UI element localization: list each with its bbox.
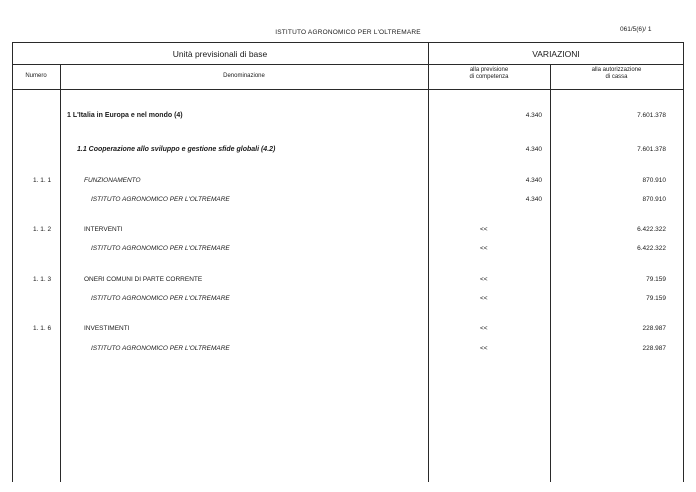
row-denominazione: 1.1 Cooperazione allo sviluppo e gestione sfide globali (4.2)	[77, 146, 276, 153]
row-competenza: <<	[480, 325, 488, 332]
row-denominazione: INVESTIMENTI	[84, 325, 130, 332]
row-competenza: 4.340	[525, 112, 542, 119]
row-competenza: 4.340	[525, 196, 542, 203]
column-header-cassa	[550, 67, 683, 81]
row-competenza: <<	[480, 245, 488, 252]
row-cassa: 79.159	[646, 295, 666, 302]
column-header-competenza	[428, 67, 550, 81]
document-code: 061/5(6)/ 1	[620, 26, 652, 33]
row-cassa: 870.910	[642, 196, 666, 203]
table-left-border	[12, 42, 13, 482]
row-competenza: 4.340	[525, 177, 542, 184]
column-header-denominazione: Denominazione	[223, 73, 265, 79]
row-cassa: 6.422.322	[637, 226, 666, 233]
column-header-competenza-line1: alla previsione	[469, 67, 509, 73]
row-denominazione: 1 L'Italia in Europa e nel mondo (4)	[67, 112, 183, 119]
row-denominazione: ISTITUTO AGRONOMICO PER L'OLTREMARE	[91, 245, 230, 252]
row-cassa: 79.159	[646, 276, 666, 283]
row-cassa: 7.601.378	[637, 112, 666, 119]
group-header-variazioni: VARIAZIONI	[532, 49, 580, 59]
table-top-border	[12, 42, 684, 43]
column-header-competenza-line2: di competenza	[469, 74, 509, 80]
row-denominazione: INTERVENTI	[84, 226, 123, 233]
row-cassa: 228.987	[642, 325, 666, 332]
row-numero: 1. 1. 6	[33, 325, 52, 332]
row-competenza: <<	[480, 226, 488, 233]
cassa-column-divider	[550, 64, 551, 482]
row-competenza: <<	[480, 295, 488, 302]
column-header-cassa-line2: di cassa	[605, 74, 628, 80]
row-cassa: 870.910	[642, 177, 666, 184]
column-header-divider	[12, 89, 684, 90]
row-competenza: <<	[480, 276, 488, 283]
row-competenza: 4.340	[525, 146, 542, 153]
column-header-numero: Numero	[25, 73, 47, 79]
column-header-cassa-line1: alla autorizzazione	[591, 67, 642, 73]
row-denominazione: FUNZIONAMENTO	[84, 177, 141, 184]
row-denominazione: ISTITUTO AGRONOMICO PER L'OLTREMARE	[91, 345, 230, 352]
row-denominazione: ISTITUTO AGRONOMICO PER L'OLTREMARE	[91, 196, 230, 203]
row-numero: 1. 1. 1	[33, 177, 52, 184]
row-cassa: 228.987	[642, 345, 666, 352]
row-denominazione: ISTITUTO AGRONOMICO PER L'OLTREMARE	[91, 295, 230, 302]
variazioni-column-divider	[428, 42, 429, 482]
row-numero: 1. 1. 2	[33, 226, 52, 233]
row-numero: 1. 1. 3	[33, 276, 52, 283]
row-cassa: 6.422.322	[637, 245, 666, 252]
row-competenza: <<	[480, 345, 488, 352]
table-right-border	[683, 42, 684, 482]
numero-column-divider	[60, 64, 61, 482]
row-denominazione: ONERI COMUNI DI PARTE CORRENTE	[84, 276, 203, 283]
page-title: ISTITUTO AGRONOMICO PER L'OLTREMARE	[275, 29, 421, 36]
group-header-divider	[12, 64, 684, 65]
row-cassa: 7.601.378	[637, 146, 666, 153]
group-header-unita: Unità previsionali di base	[172, 49, 268, 59]
